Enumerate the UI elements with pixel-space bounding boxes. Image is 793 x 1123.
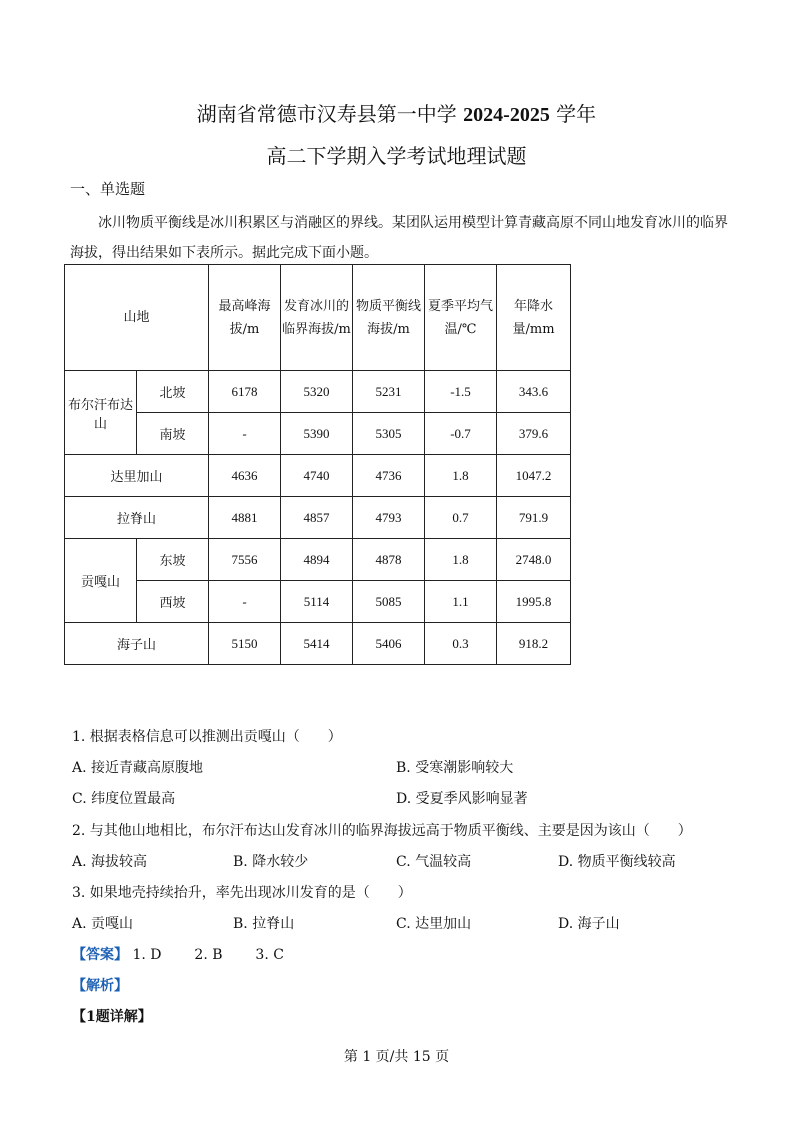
question-1-option-a[interactable]: A. 接近青藏高原腹地 (72, 760, 204, 776)
document-title-line2: 高二下学期入学考试地理试题 (266, 144, 527, 168)
answer-item: 1. D (132, 947, 162, 963)
value-cell: 4857 (281, 497, 353, 539)
slope-cell: 南坡 (137, 413, 209, 455)
header-precipitation: 年降水量/mm (497, 265, 571, 371)
value-cell: 4878 (353, 539, 425, 581)
value-cell: 1995.8 (497, 581, 571, 623)
slope-cell: 北坡 (137, 371, 209, 413)
answer-label: 【答案】 (72, 947, 128, 963)
table-row (65, 623, 571, 665)
title-school: 湖南省常德市汉寿县第一中学 (196, 102, 464, 126)
analysis-label: 【解析】 (72, 978, 128, 994)
value-cell: 1.8 (425, 455, 497, 497)
answer-item: 2. B (194, 947, 223, 963)
value-cell: 5231 (353, 371, 425, 413)
mountain-cell: 达里加山 (65, 455, 209, 497)
mountain-cell: 拉脊山 (65, 497, 209, 539)
value-cell: 5390 (281, 413, 353, 455)
value-cell: 5305 (353, 413, 425, 455)
value-cell: 343.6 (497, 371, 571, 413)
value-cell: 5150 (209, 623, 281, 665)
value-cell: -0.7 (425, 413, 497, 455)
intro-paragraph: 冰川物质平衡线是冰川积累区与消融区的界线。某团队运用模型计算青藏高原不同山地发育冰川的临界海拔，得出结果如下表所示。据此完成下面小题。 (70, 215, 728, 261)
value-cell: 0.3 (425, 623, 497, 665)
value-cell: 4636 (209, 455, 281, 497)
question-1-option-c[interactable]: C. 纬度位置最高 (72, 791, 176, 807)
value-cell: 4736 (353, 455, 425, 497)
value-cell: 4894 (281, 539, 353, 581)
value-cell: 4793 (353, 497, 425, 539)
value-cell: 4740 (281, 455, 353, 497)
value-cell: 1047.2 (497, 455, 571, 497)
question-1-option-d[interactable]: D. 受夏季风影响显著 (396, 791, 528, 807)
value-cell: -1.5 (425, 371, 497, 413)
section-title: 一、单选题 (70, 180, 146, 198)
mountain-cell: 贡嘎山 (65, 539, 137, 623)
question-2-option-d[interactable]: D. 物质平衡线较高 (558, 854, 676, 870)
mountain-cell (65, 371, 137, 455)
table-row (65, 539, 571, 581)
page-footer: 第 1 页/共 15 页 (343, 1049, 450, 1065)
value-cell: 1.1 (425, 581, 497, 623)
question-2-option-c[interactable]: C. 气温较高 (396, 854, 472, 870)
value-cell: 2748.0 (497, 539, 571, 581)
value-cell: 0.7 (425, 497, 497, 539)
header-critical-altitude: 发育冰川的临界海拔/m (281, 265, 353, 371)
question-2-stem: 2. 与其他山地相比，布尔汗布达山发育冰川的临界海拔远高于物质平衡线、主要是因为该山（ ） (72, 823, 692, 839)
table-row (65, 371, 571, 413)
value-cell: 1.8 (425, 539, 497, 581)
question-2-option-b[interactable]: B. 降水较少 (233, 854, 309, 870)
title-year-suffix: 学年 (549, 102, 597, 126)
slope-cell: 东坡 (137, 539, 209, 581)
value-cell: 7556 (209, 539, 281, 581)
question-1-stem: 1. 根据表格信息可以推测出贡嘎山（ ） (72, 729, 342, 745)
value-cell: - (209, 413, 281, 455)
table-row (65, 413, 571, 455)
mountain-cell: 海子山 (65, 623, 209, 665)
question-1-option-b[interactable]: B. 受寒潮影响较大 (396, 760, 514, 776)
question-3-option-b[interactable]: B. 拉脊山 (233, 916, 295, 932)
document-title-line1 (0, 98, 793, 127)
question-3-option-c[interactable]: C. 达里加山 (396, 916, 472, 932)
value-cell: 791.9 (497, 497, 571, 539)
header-summer-temp: 夏季平均气温/℃ (425, 265, 497, 371)
table-header-row (65, 265, 571, 371)
value-cell: - (209, 581, 281, 623)
question-3-stem: 3. 如果地壳持续抬升，率先出现冰川发育的是（ ） (72, 885, 412, 901)
value-cell: 4881 (209, 497, 281, 539)
question-2-option-a[interactable]: A. 海拔较高 (72, 854, 148, 870)
value-cell: 379.6 (497, 413, 571, 455)
glacier-data-table (64, 264, 571, 665)
slope-cell: 西坡 (137, 581, 209, 623)
value-cell: 918.2 (497, 623, 571, 665)
header-balance-line: 物质平衡线海拔/m (353, 265, 425, 371)
table-row (65, 581, 571, 623)
question-1-detail-label: 【1题详解】 (72, 1009, 152, 1025)
answer-item: 3. C (255, 947, 284, 963)
title-year: 2024-2025 (463, 104, 550, 126)
mountain-name: 布尔汗布达山 (67, 397, 133, 432)
value-cell: 5320 (281, 371, 353, 413)
header-mountain: 山地 (65, 265, 209, 371)
question-3-option-a[interactable]: A. 贡嘎山 (72, 916, 134, 932)
value-cell: 5114 (281, 581, 353, 623)
table-row (65, 497, 571, 539)
value-cell: 6178 (209, 371, 281, 413)
value-cell: 5414 (281, 623, 353, 665)
header-peak-altitude: 最高峰海拔/m (209, 265, 281, 371)
value-cell: 5406 (353, 623, 425, 665)
table-row (65, 455, 571, 497)
answer-line (72, 944, 284, 964)
value-cell: 5085 (353, 581, 425, 623)
question-3-option-d[interactable]: D. 海子山 (558, 916, 620, 932)
